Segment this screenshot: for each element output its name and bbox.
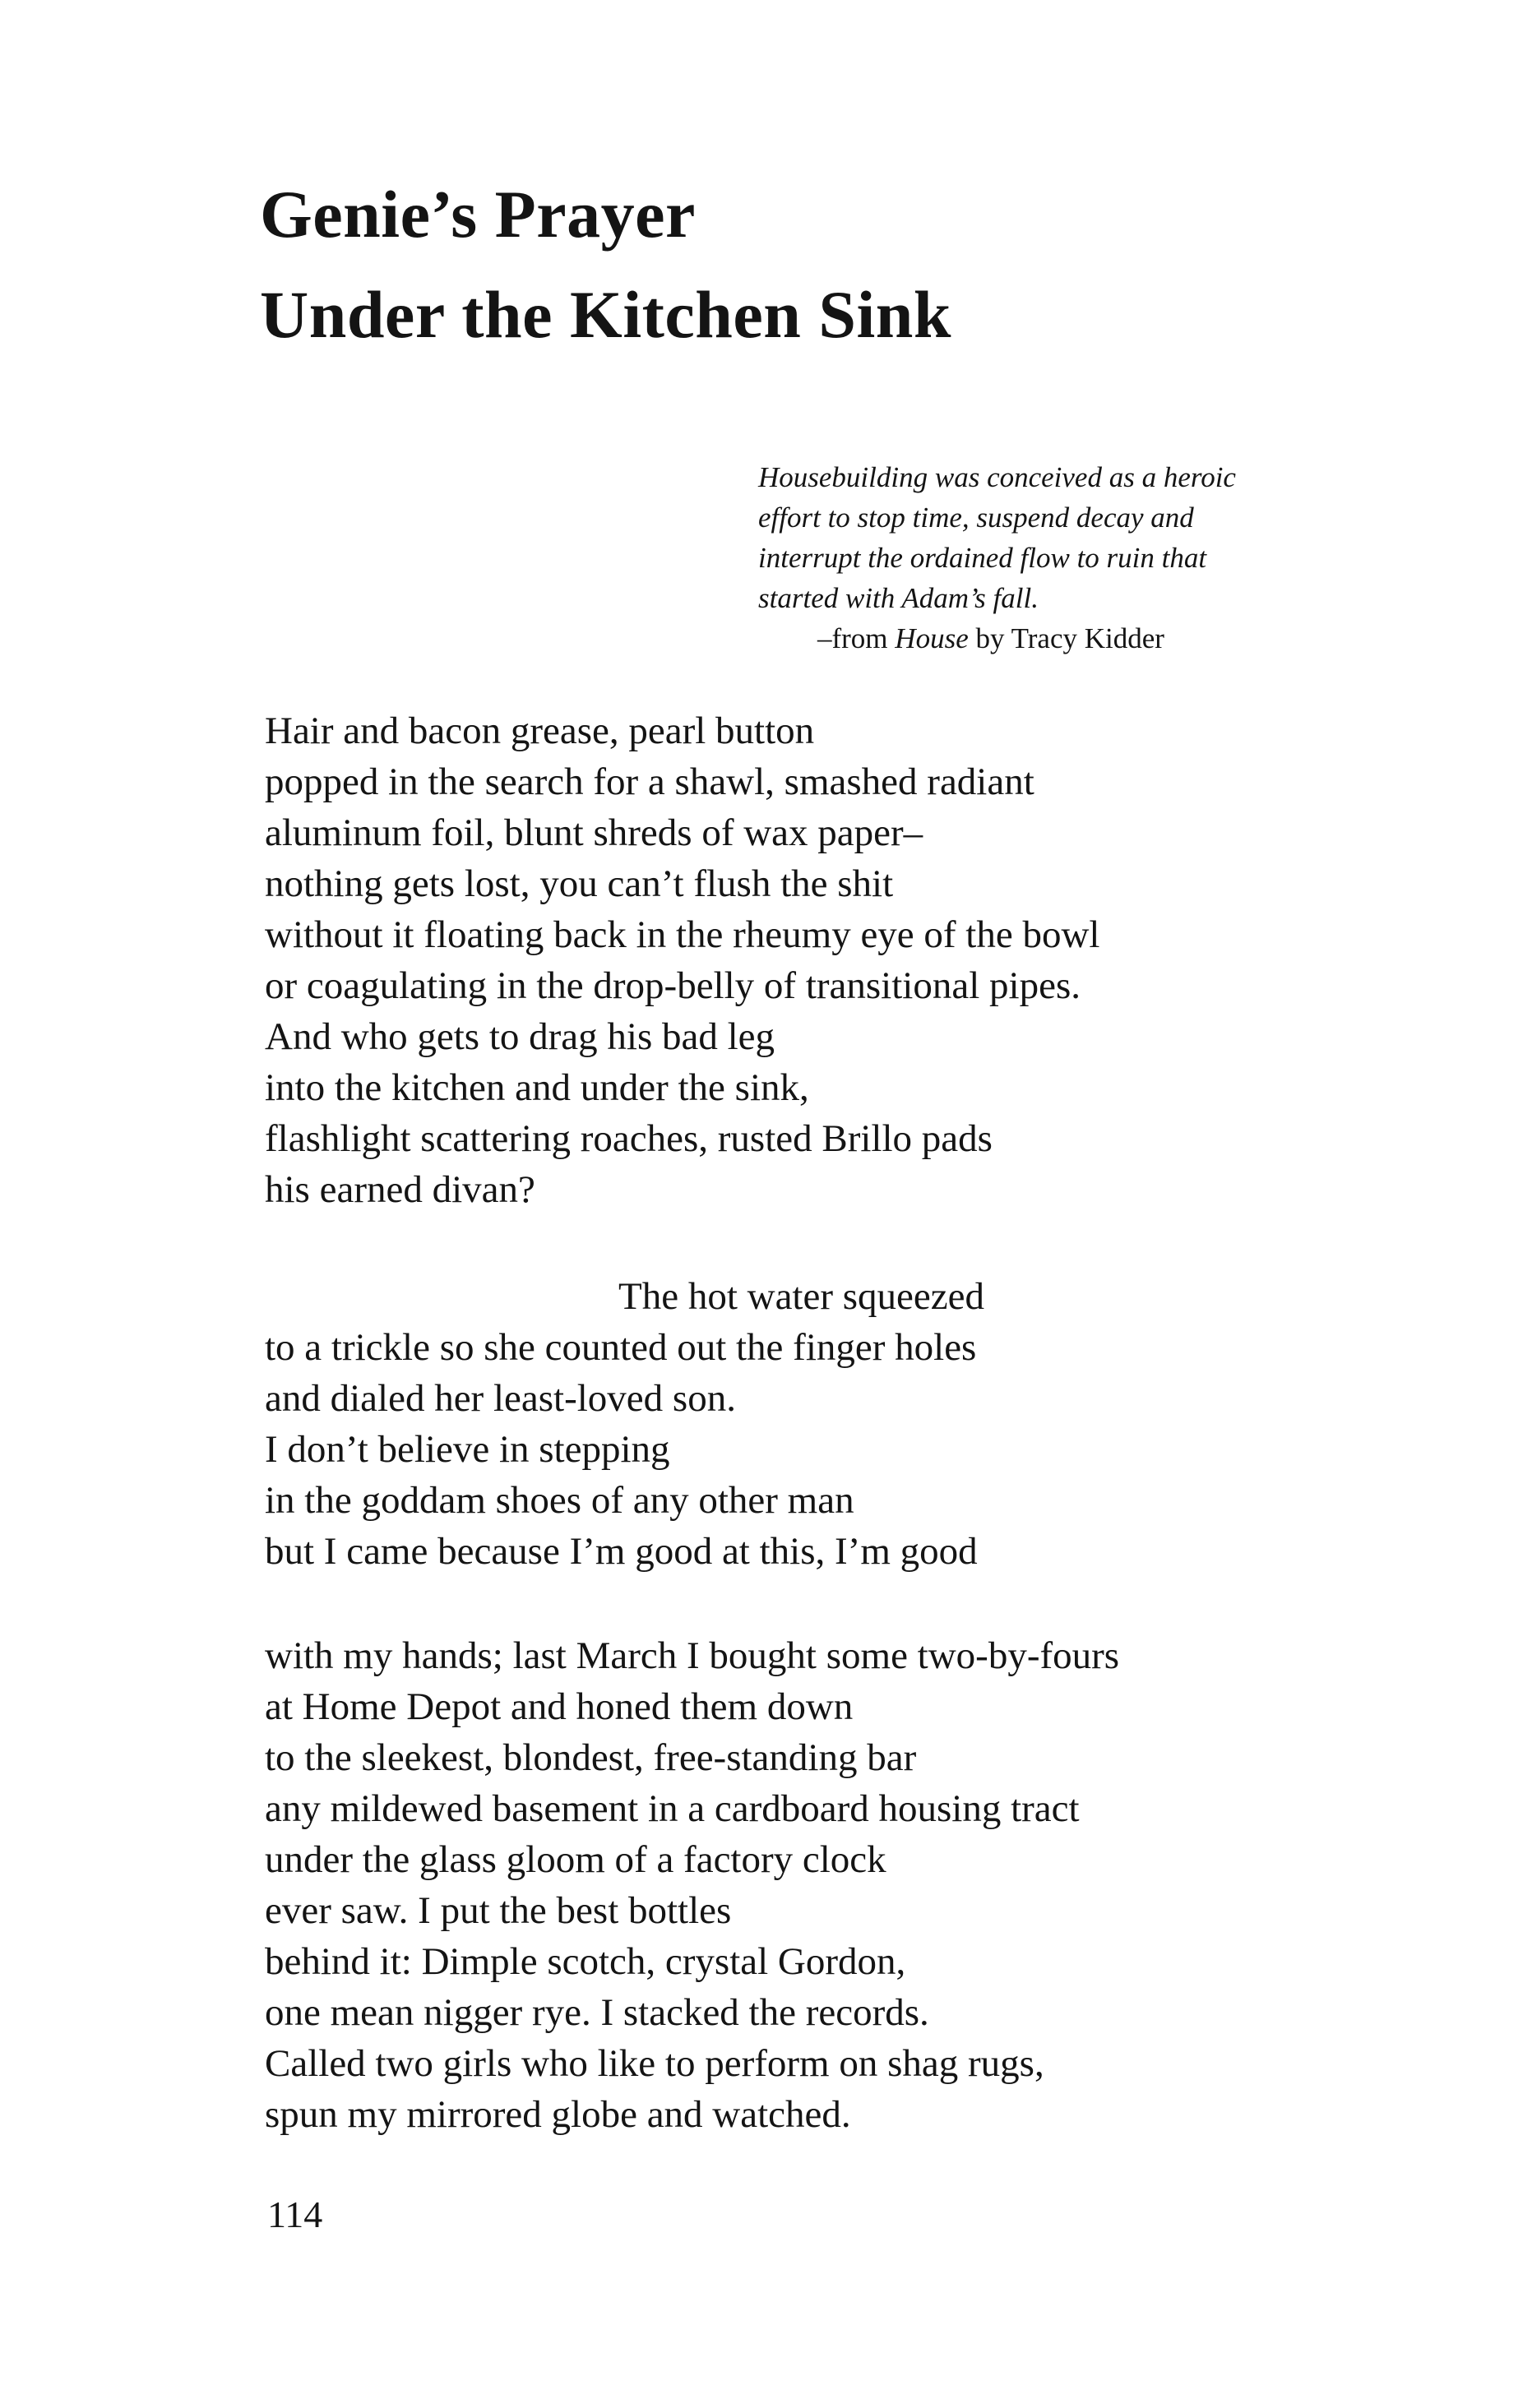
title-line-1: Genie’s Prayer — [260, 177, 696, 252]
poem-line: to the sleekest, blondest, free-standing bar — [265, 1736, 917, 1779]
epigraph-attribution — [817, 618, 1334, 659]
poem-line: ever saw. I put the best bottles — [265, 1889, 732, 1932]
stanza-3 — [265, 1630, 1119, 2140]
poem-line: to a trickle so she counted out the finger holes — [265, 1326, 977, 1369]
poem-line: aluminum foil, blunt shreds of wax paper– — [265, 811, 923, 854]
poem-line: one mean nigger rye. I stacked the records. — [265, 1991, 929, 2034]
attribution-author: by Tracy Kidder — [968, 622, 1164, 654]
poem-line: Called two girls who like to perform on shag rugs, — [265, 2042, 1044, 2085]
stanza-1 — [265, 705, 1099, 1215]
poem-line: or coagulating in the drop-belly of transitional pipes. — [265, 964, 1081, 1007]
poem-line: with my hands; last March I bought some two-by-fours — [265, 1634, 1120, 1677]
poem-title — [260, 164, 951, 365]
poem-line: his earned divan? — [265, 1168, 535, 1211]
poem-line: popped in the search for a shawl, smashed radiant — [265, 760, 1034, 803]
poem-line: at Home Depot and honed them down — [265, 1685, 854, 1728]
poem-line: in the goddam shoes of any other man — [265, 1479, 854, 1522]
stanza-2 — [265, 1271, 984, 1577]
epigraph — [758, 457, 1334, 659]
title-line-2: Under the Kitchen Sink — [260, 277, 952, 352]
epigraph-line: started with Adam’s fall. — [758, 582, 1039, 614]
attribution-book-title: House — [895, 622, 969, 654]
poem-line: spun my mirrored globe and watched. — [265, 2093, 851, 2136]
poem-line: The hot water squeezed — [618, 1275, 984, 1318]
poem-line: without it floating back in the rheumy eye of the bowl — [265, 913, 1100, 956]
attribution-prefix: –from — [817, 622, 896, 654]
poem-line: any mildewed basement in a cardboard housing tract — [265, 1787, 1080, 1830]
poem-line: And who gets to drag his bad leg — [265, 1015, 775, 1058]
poem-line: nothing gets lost, you can’t flush the shit — [265, 862, 894, 905]
page-number: 114 — [267, 2193, 323, 2235]
poem-line: Hair and bacon grease, pearl button — [265, 709, 815, 752]
poem-line: behind it: Dimple scotch, crystal Gordon, — [265, 1940, 906, 1983]
epigraph-quote — [758, 457, 1334, 618]
poem-line: and dialed her least-loved son. — [265, 1377, 736, 1420]
poem-line: flashlight scattering roaches, rusted Brillo pads — [265, 1117, 993, 1160]
poem-line: under the glass gloom of a factory clock — [265, 1838, 886, 1881]
epigraph-line: effort to stop time, suspend decay and — [758, 501, 1194, 534]
poem-line: I don’t believe in stepping — [265, 1428, 670, 1471]
epigraph-line: interrupt the ordained flow to ruin that — [758, 542, 1207, 574]
poem-line: but I came because I’m good at this, I’m good — [265, 1530, 978, 1573]
poem-line: into the kitchen and under the sink, — [265, 1066, 809, 1109]
epigraph-line: Housebuilding was conceived as a heroic — [758, 461, 1236, 493]
